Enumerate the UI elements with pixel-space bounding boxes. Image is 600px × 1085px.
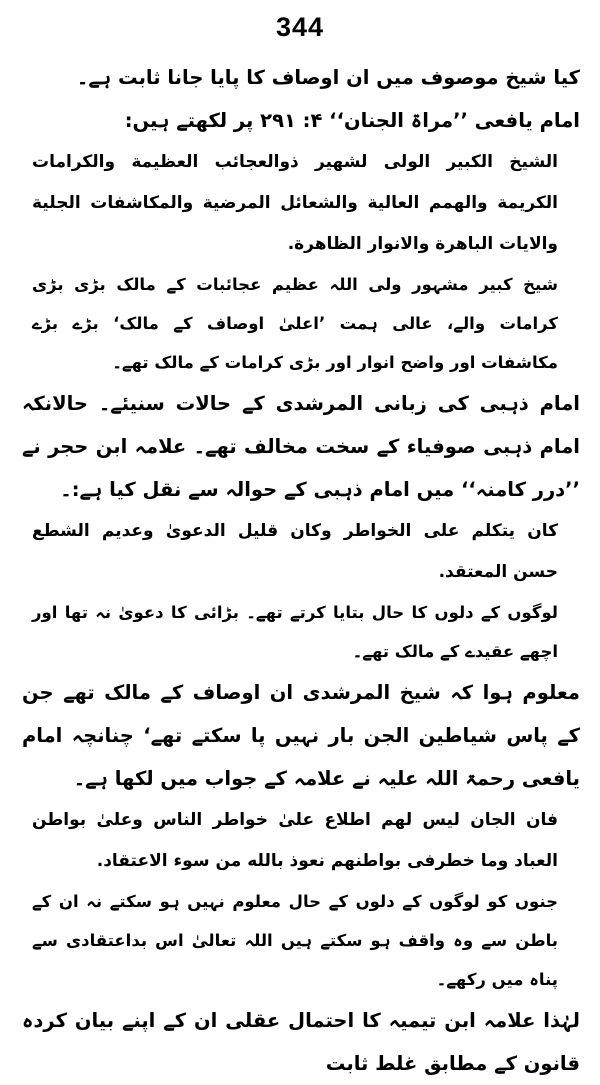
arabic-quote-yafii: الشيخ الكبير الولى لشهير ذوالعجائب العظيمة والكرامات الكريمة والهمم العالية والشعائل المرضية والمكاشفات الجلية والايات الباهرة والانوار الظاهرة. [32,152,558,254]
paragraph-yafii-citation: امام یافعی ’’مراۃ الجنان‘‘ ۴: ۲۹۱ پر لکھتے ہیں: [124,109,580,132]
translation-dhahabi: لوگوں کے دلوں کا حال بتایا کرتے تھے۔ بڑائی کا دعویٰ نہ تھا اور اچھے عقیدے کے مالک تھے۔ [32,603,558,661]
paragraph-dhahabi-account: امام ذہبی کی زبانی المرشدی کے حالات سنیئے۔ حالانکہ امام ذہبی صوفیاء کے سخت مخالف تھے۔ علامہ ابن حجر نے ’’درر کامنہ‘‘ میں امام ذہبی کے حوالہ سے نقل کیا ہے:۔ [22,392,580,501]
paragraph-final: لہٰذا علامہ ابن تیمیہ کا احتمال عقلی ان کے اپنے بیان کردہ قانون کے مطابق غلط ثابت [22,1009,580,1075]
page-body [22,56,580,1085]
translation-yafii: شیخ کبیر مشہور ولی اللہ عظیم عجائبات کے مالک بڑی بڑی کرامات والے، عالی ہمت ’اعلیٰ اوصاف کے مالک‘ بڑے بڑے مکاشفات اور واضح انوار اور بڑی کرامات کے مالک تھے۔ [32,275,558,372]
page-number: 344 [275,12,325,42]
paragraph-conclusion-jinn: معلوم ہوا کہ شیخ المرشدی ان اوصاف کے مالک تھے جن کے پاس شیاطین الجن بار نہیں پا سکتے تھے‘ چنانچہ امام یافعی رحمۃ اللہ علیہ نے علامہ کے جواب میں لکھا ہے۔ [22,681,580,790]
arabic-quote-dhahabi: كان يتكلم على الخواطر وكان قليل الدعوىٰ وعديم الشطع حسن المعتقد. [32,521,558,582]
arabic-quote-jinn: فان الجان ليس لهم اطلاع علىٰ خواطر الناس وعلىٰ بواطن العباد وما خطرفى بواطنهم نعوذ بالله من سوء الاعتقاد. [32,810,558,871]
translation-jinn: جنوں کو لوگوں کے دلوں کے حال معلوم نہیں ہو سکتے نہ ان کے باطن سے وہ واقف ہو سکتے ہیں اللہ تعالیٰ اس بداعتقادی سے پناہ میں رکھے۔ [32,892,558,989]
paragraph-intro-question: کیا شیخ موصوف میں ان اوصاف کا پایا جانا ثابت ہے۔ [76,66,580,89]
